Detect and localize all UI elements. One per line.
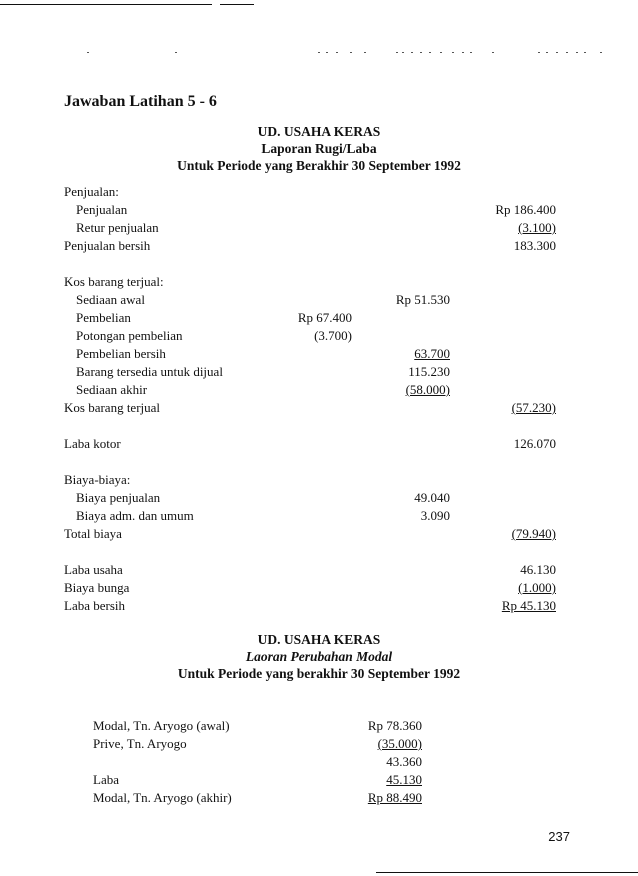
row-label: Barang tersedia untuk dijual [76, 364, 223, 379]
col2-amount: (58.000) [405, 382, 450, 397]
row-label: Potongan pembelian [76, 328, 183, 343]
statement-row [0, 561, 638, 579]
row-label: Modal, Tn. Aryogo (awal) [93, 718, 230, 733]
report1-title: UD. USAHA KERAS [257, 124, 381, 139]
report1-subtitle: Laporan Rugi/Laba [261, 141, 377, 156]
col3-amount: 183.300 [513, 238, 556, 253]
statement-row [0, 201, 638, 219]
col3-amount: 46.130 [520, 562, 556, 577]
speck [364, 52, 366, 53]
capital-row [0, 717, 638, 735]
row-label: Sediaan akhir [76, 382, 148, 397]
col1-amount: (3.700) [314, 328, 352, 343]
speck [429, 52, 431, 53]
speck [462, 52, 464, 53]
speck [402, 52, 404, 53]
speck [411, 52, 413, 53]
speck [452, 52, 454, 53]
statement-row [0, 183, 638, 201]
row-label: Retur penjualan [76, 220, 159, 235]
row-label: Pembelian bersih [76, 346, 166, 361]
top-rule-left [0, 4, 212, 5]
col1-amount: Rp 67.400 [297, 310, 352, 325]
statement-row [0, 435, 638, 453]
row-label: Pembelian [76, 310, 131, 325]
row-label: Laba bersih [64, 598, 126, 613]
speck [87, 52, 89, 53]
col3-amount: (3.100) [518, 220, 556, 235]
col2-amount: 49.040 [414, 490, 450, 505]
statement-row [0, 507, 638, 525]
row-label: Laba usaha [64, 562, 123, 577]
statement-row [0, 309, 638, 327]
statement-row [0, 489, 638, 507]
top-rule-right [220, 4, 254, 5]
row-label: Biaya-biaya: [64, 472, 131, 487]
col3-amount: (79.940) [511, 526, 556, 541]
speck [318, 52, 320, 53]
speck [336, 52, 338, 53]
report2-period: Untuk Periode yang berakhir 30 September 1992 [177, 666, 461, 681]
col3-amount: Rp 45.130 [501, 598, 556, 613]
speck [492, 52, 494, 53]
row-label: Prive, Tn. Aryogo [93, 736, 187, 751]
col3-amount: (57.230) [511, 400, 556, 415]
row-label: Total biaya [64, 526, 122, 541]
row-label: Laba kotor [64, 436, 121, 451]
col3-amount: 126.070 [513, 436, 556, 451]
statement-row [0, 345, 638, 363]
speck [566, 52, 568, 53]
row-amount: 45.130 [386, 772, 422, 787]
statement-row [0, 579, 638, 597]
statement-row [0, 399, 638, 417]
row-label: Penjualan [76, 202, 128, 217]
statement-row [0, 255, 638, 273]
row-amount: 43.360 [386, 754, 422, 769]
capital-row [0, 753, 638, 771]
row-label: Laba [93, 772, 119, 787]
row-amount: Rp 88.490 [367, 790, 422, 805]
row-label: Penjualan bersih [64, 238, 151, 253]
row-amount: Rp 78.360 [367, 718, 422, 733]
col2-amount: 63.700 [414, 346, 450, 361]
capital-row [0, 771, 638, 789]
speck [556, 52, 558, 53]
col2-amount: 3.090 [420, 508, 450, 523]
report1-period: Untuk Periode yang Berakhir 30 September 1992 [177, 158, 461, 173]
statement-row [0, 363, 638, 381]
capital-row [0, 789, 638, 807]
speck [470, 52, 472, 53]
statement-row [0, 525, 638, 543]
row-amount: (35.000) [377, 736, 422, 751]
row-label: Biaya penjualan [76, 490, 161, 505]
col3-amount: (1.000) [518, 580, 556, 595]
statement-row [0, 381, 638, 399]
speck [546, 52, 548, 53]
row-label: Biaya adm. dan umum [76, 508, 194, 523]
col2-amount: 115.230 [408, 364, 450, 379]
row-label: Kos barang terjual [64, 400, 161, 415]
statement-row [0, 291, 638, 309]
report2-subtitle: Laoran Perubahan Modal [245, 649, 393, 664]
col3-amount: Rp 186.400 [495, 202, 556, 217]
speck [350, 52, 352, 53]
speck [600, 52, 602, 53]
speck [326, 52, 328, 53]
bottom-rule [376, 872, 638, 873]
capital-row [0, 735, 638, 753]
statement-row [0, 597, 638, 615]
speck [538, 52, 540, 53]
speck [576, 52, 578, 53]
col2-amount: Rp 51.530 [395, 292, 450, 307]
row-label: Kos barang terjual: [64, 274, 164, 289]
exercise-heading: Jawaban Latihan 5 - 6 [64, 93, 217, 110]
speck [584, 52, 586, 53]
statement-row [0, 327, 638, 345]
page-number: 237 [548, 829, 570, 844]
statement-row [0, 237, 638, 255]
report2-title: UD. USAHA KERAS [257, 632, 381, 647]
statement-row [0, 219, 638, 237]
row-label: Sediaan awal [76, 292, 145, 307]
speck [396, 52, 398, 53]
row-label: Biaya bunga [64, 580, 130, 595]
speck [420, 52, 422, 53]
speck [440, 52, 442, 53]
speck [175, 52, 177, 53]
statement-row [0, 453, 638, 471]
statement-row [0, 543, 638, 561]
statement-row [0, 273, 638, 291]
statement-row [0, 471, 638, 489]
statement-row [0, 417, 638, 435]
row-label: Penjualan: [64, 184, 119, 199]
row-label: Modal, Tn. Aryogo (akhir) [93, 790, 232, 805]
